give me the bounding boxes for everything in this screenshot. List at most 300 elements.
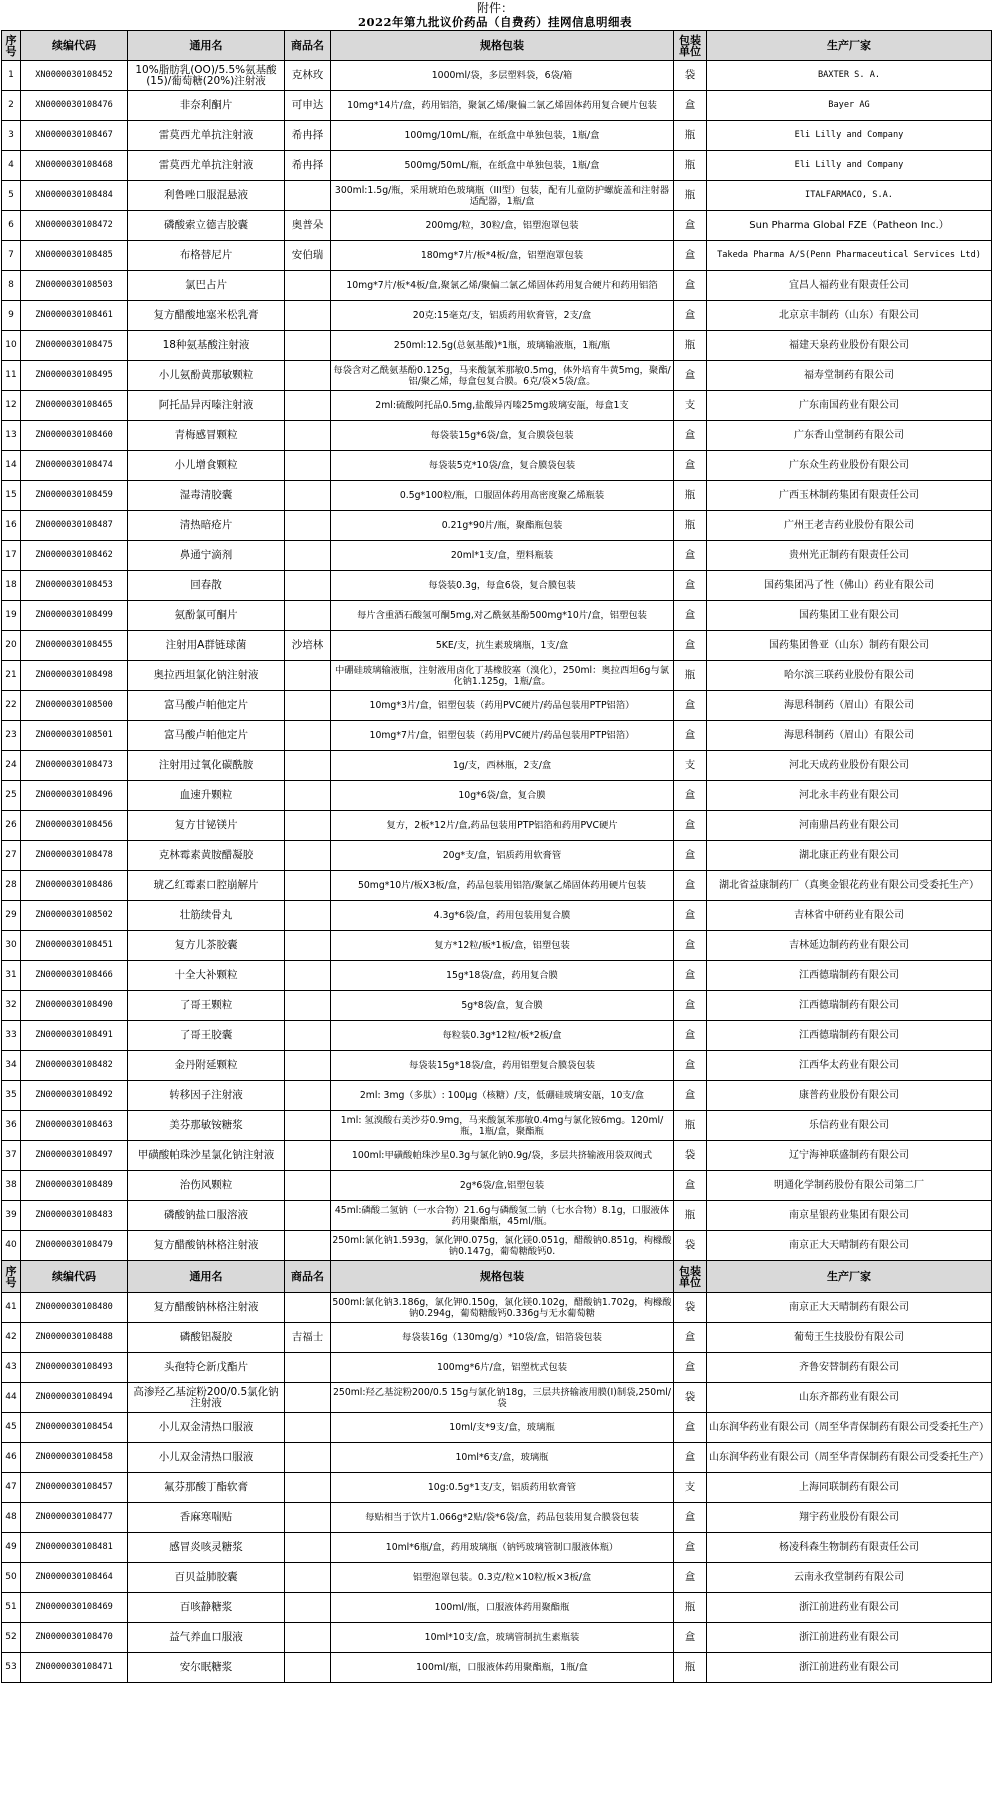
cell-code: ZN0000030108491 bbox=[21, 1021, 128, 1051]
cell-manufacturer: Bayer AG bbox=[707, 91, 992, 121]
cell-manufacturer: 福寿堂制药有限公司 bbox=[707, 361, 992, 391]
cell-generic-name: 安尔眠糖浆 bbox=[128, 1653, 285, 1683]
table-row bbox=[2, 1623, 992, 1653]
cell-unit: 袋 bbox=[674, 1383, 707, 1413]
cell-spec: 10g:0.5g*1支/支，铝质药用软膏管 bbox=[331, 1473, 674, 1503]
cell-generic-name: 10%脂肪乳(OO)/5.5%氨基酸(15)/葡萄糖(20%)注射液 bbox=[128, 61, 285, 91]
cell-unit: 盒 bbox=[674, 1081, 707, 1111]
cell-unit: 盒 bbox=[674, 1171, 707, 1201]
cell-index: 8 bbox=[2, 271, 21, 301]
cell-brand-name: 安伯瑞 bbox=[285, 241, 331, 271]
cell-manufacturer: 贵州光正制药有限责任公司 bbox=[707, 541, 992, 571]
cell-spec: 250ml:12.5g(总氨基酸)*1瓶，玻璃输液瓶，1瓶/瓶 bbox=[331, 331, 674, 361]
cell-brand-name bbox=[285, 301, 331, 331]
cell-generic-name: 香麻寒喘贴 bbox=[128, 1503, 285, 1533]
cell-unit: 盒 bbox=[674, 451, 707, 481]
cell-generic-name: 金丹附延颗粒 bbox=[128, 1051, 285, 1081]
cell-unit: 盒 bbox=[674, 1323, 707, 1353]
cell-brand-name bbox=[285, 1563, 331, 1593]
cell-spec: 10mg*7片/板*4板/盒,聚氯乙烯/聚偏二氯乙烯固体药用复合硬片和药用铝箔 bbox=[331, 271, 674, 301]
cell-generic-name: 甲磺酸帕珠沙星氯化钠注射液 bbox=[128, 1141, 285, 1171]
cell-unit: 盒 bbox=[674, 241, 707, 271]
cell-spec: 5g*8袋/盒，复合膜 bbox=[331, 991, 674, 1021]
table-row bbox=[2, 241, 992, 271]
table-header-row bbox=[2, 31, 992, 61]
cell-index: 38 bbox=[2, 1171, 21, 1201]
cell-manufacturer: 南京正大天晴制药有限公司 bbox=[707, 1293, 992, 1323]
cell-index: 31 bbox=[2, 961, 21, 991]
cell-code: ZN0000030108460 bbox=[21, 421, 128, 451]
cell-generic-name: 氨酚氯可酮片 bbox=[128, 601, 285, 631]
cell-code: ZN0000030108493 bbox=[21, 1353, 128, 1383]
cell-code: ZN0000030108451 bbox=[21, 931, 128, 961]
cell-index: 45 bbox=[2, 1413, 21, 1443]
cell-index: 52 bbox=[2, 1623, 21, 1653]
cell-generic-name: 百咳静糖浆 bbox=[128, 1593, 285, 1623]
cell-code: ZN0000030108492 bbox=[21, 1081, 128, 1111]
page-title: 2022年第九批议价药品（自费药）挂网信息明细表 bbox=[357, 15, 632, 29]
cell-manufacturer: 河北永丰药业有限公司 bbox=[707, 781, 992, 811]
cell-spec: 10g*6袋/盒，复合膜 bbox=[331, 781, 674, 811]
cell-brand-name bbox=[285, 1473, 331, 1503]
cell-index: 34 bbox=[2, 1051, 21, 1081]
cell-unit: 盒 bbox=[674, 571, 707, 601]
table-row bbox=[2, 1563, 992, 1593]
col-header-spec: 规格包装 bbox=[331, 31, 674, 61]
cell-generic-name: 克林霉素黄胺醋凝胶 bbox=[128, 841, 285, 871]
cell-generic-name: 利鲁唑口服混悬液 bbox=[128, 181, 285, 211]
cell-manufacturer: 辽宁海神联盛制药有限公司 bbox=[707, 1141, 992, 1171]
cell-unit: 盒 bbox=[674, 1503, 707, 1533]
col-header-code: 续编代码 bbox=[21, 1261, 128, 1293]
cell-code: ZN0000030108495 bbox=[21, 361, 128, 391]
cell-manufacturer: Eli Lilly and Company bbox=[707, 121, 992, 151]
table-row bbox=[2, 1201, 992, 1231]
cell-spec: 2g*6袋/盒,铝塑包装 bbox=[331, 1171, 674, 1201]
cell-generic-name: 了哥王胶囊 bbox=[128, 1021, 285, 1051]
cell-index: 4 bbox=[2, 151, 21, 181]
cell-brand-name bbox=[285, 871, 331, 901]
cell-unit: 袋 bbox=[674, 1293, 707, 1323]
table-row bbox=[2, 1021, 992, 1051]
cell-code: ZN0000030108497 bbox=[21, 1141, 128, 1171]
table-row bbox=[2, 811, 992, 841]
table-row bbox=[2, 1503, 992, 1533]
cell-brand-name bbox=[285, 811, 331, 841]
table-row bbox=[2, 781, 992, 811]
cell-brand-name: 沙培林 bbox=[285, 631, 331, 661]
cell-spec: 10ml*6支/盒，玻璃瓶 bbox=[331, 1443, 674, 1473]
table-header-repeat bbox=[2, 1261, 992, 1293]
cell-code: ZN0000030108465 bbox=[21, 391, 128, 421]
cell-index: 48 bbox=[2, 1503, 21, 1533]
cell-code: XN0000030108467 bbox=[21, 121, 128, 151]
cell-index: 28 bbox=[2, 871, 21, 901]
cell-code: ZN0000030108455 bbox=[21, 631, 128, 661]
cell-unit: 瓶 bbox=[674, 181, 707, 211]
cell-spec: 10ml*6瓶/盒，药用玻璃瓶（钠钙玻璃管制口服液体瓶） bbox=[331, 1533, 674, 1563]
cell-unit: 盒 bbox=[674, 811, 707, 841]
cell-manufacturer: 南京星银药业集团有限公司 bbox=[707, 1201, 992, 1231]
table-row bbox=[2, 391, 992, 421]
cell-code: ZN0000030108501 bbox=[21, 721, 128, 751]
cell-manufacturer: 福建天泉药业股份有限公司 bbox=[707, 331, 992, 361]
cell-manufacturer: 吉林延边制药药业有限公司 bbox=[707, 931, 992, 961]
table-row bbox=[2, 541, 992, 571]
cell-index: 51 bbox=[2, 1593, 21, 1623]
cell-index: 42 bbox=[2, 1323, 21, 1353]
table-body-part1 bbox=[2, 61, 992, 1261]
col-header-unit: 包装单位 bbox=[674, 31, 707, 61]
cell-generic-name: 十全大补颗粒 bbox=[128, 961, 285, 991]
cell-code: ZN0000030108487 bbox=[21, 511, 128, 541]
table-row bbox=[2, 91, 992, 121]
cell-manufacturer: 国药集团冯了性（佛山）药业有限公司 bbox=[707, 571, 992, 601]
cell-code: ZN0000030108464 bbox=[21, 1563, 128, 1593]
cell-unit: 盒 bbox=[674, 841, 707, 871]
table-row bbox=[2, 841, 992, 871]
cell-code: ZN0000030108462 bbox=[21, 541, 128, 571]
table-row bbox=[2, 1653, 992, 1683]
cell-brand-name bbox=[285, 1171, 331, 1201]
cell-manufacturer: 云南永孜堂制药有限公司 bbox=[707, 1563, 992, 1593]
cell-index: 36 bbox=[2, 1111, 21, 1141]
cell-code: ZN0000030108471 bbox=[21, 1653, 128, 1683]
cell-index: 35 bbox=[2, 1081, 21, 1111]
cell-code: ZN0000030108470 bbox=[21, 1623, 128, 1653]
cell-spec: 180mg*7片/板*4板/盒，铝塑泡罩包装 bbox=[331, 241, 674, 271]
cell-brand-name bbox=[285, 991, 331, 1021]
cell-brand-name: 希冉择 bbox=[285, 121, 331, 151]
cell-spec: 每粒装0.3g*12粒/板*2板/盒 bbox=[331, 1021, 674, 1051]
cell-code: ZN0000030108453 bbox=[21, 571, 128, 601]
cell-brand-name bbox=[285, 1623, 331, 1653]
cell-unit: 盒 bbox=[674, 1533, 707, 1563]
cell-index: 39 bbox=[2, 1201, 21, 1231]
cell-spec: 2ml: 3mg（多肽）: 100μg（核糖）/支，低硼硅玻璃安瓿，10支/盒 bbox=[331, 1081, 674, 1111]
cell-manufacturer: 康普药业股份有限公司 bbox=[707, 1081, 992, 1111]
table-row bbox=[2, 511, 992, 541]
cell-unit: 盒 bbox=[674, 631, 707, 661]
cell-code: ZN0000030108469 bbox=[21, 1593, 128, 1623]
cell-unit: 瓶 bbox=[674, 121, 707, 151]
cell-manufacturer: 山东润华药业有限公司（周至华青保制药有限公司受委托生产） bbox=[707, 1443, 992, 1473]
cell-brand-name bbox=[285, 1051, 331, 1081]
cell-spec: 每袋含对乙酰氨基酚0.125g，马来酸氯苯那敏0.5mg，体外培育牛黄5mg，聚酯/铝/聚乙烯，每盒包复合膜。6克/袋×5袋/盒。 bbox=[331, 361, 674, 391]
cell-index: 46 bbox=[2, 1443, 21, 1473]
cell-unit: 盒 bbox=[674, 361, 707, 391]
col-header-brand-name: 商品名 bbox=[285, 31, 331, 61]
cell-unit: 盒 bbox=[674, 691, 707, 721]
cell-brand-name bbox=[285, 1443, 331, 1473]
cell-index: 37 bbox=[2, 1141, 21, 1171]
cell-brand-name bbox=[285, 1021, 331, 1051]
cell-index: 43 bbox=[2, 1353, 21, 1383]
cell-spec: 500mg/50mL/瓶，在纸盒中单独包装，1瓶/盒 bbox=[331, 151, 674, 181]
cell-spec: 250ml:氯化钠1.593g，氯化钾0.075g，氯化镁0.051g，醋酸钠0.851g，枸橼酸钠0.147g，葡萄糖酸钙0. bbox=[331, 1231, 674, 1261]
table-row bbox=[2, 61, 992, 91]
cell-unit: 盒 bbox=[674, 1051, 707, 1081]
cell-unit: 瓶 bbox=[674, 1593, 707, 1623]
table-row bbox=[2, 1413, 992, 1443]
cell-generic-name: 回春散 bbox=[128, 571, 285, 601]
cell-brand-name bbox=[285, 1413, 331, 1443]
cell-unit: 盒 bbox=[674, 1021, 707, 1051]
cell-brand-name bbox=[285, 541, 331, 571]
table-row bbox=[2, 181, 992, 211]
cell-index: 47 bbox=[2, 1473, 21, 1503]
cell-index: 11 bbox=[2, 361, 21, 391]
cell-brand-name bbox=[285, 931, 331, 961]
cell-spec: 250ml:羟乙基淀粉200/0.5 15g与氯化钠18g，三层共挤输液用膜(I)制袋,250ml/袋 bbox=[331, 1383, 674, 1413]
cell-brand-name bbox=[285, 601, 331, 631]
table-row bbox=[2, 751, 992, 781]
cell-manufacturer: 河南鼎昌药业有限公司 bbox=[707, 811, 992, 841]
cell-brand-name bbox=[285, 421, 331, 451]
cell-brand-name bbox=[285, 1533, 331, 1563]
cell-code: ZN0000030108475 bbox=[21, 331, 128, 361]
table-row bbox=[2, 1051, 992, 1081]
cell-brand-name bbox=[285, 961, 331, 991]
cell-spec: 100ml/瓶，口服液体药用聚酯瓶 bbox=[331, 1593, 674, 1623]
cell-spec: 复方，2板*12片/盒,药品包装用PTP铝箔和药用PVC硬片 bbox=[331, 811, 674, 841]
cell-spec: 10ml/支*9支/盒，玻璃瓶 bbox=[331, 1413, 674, 1443]
table-row bbox=[2, 1593, 992, 1623]
cell-generic-name: 小儿增食颗粒 bbox=[128, 451, 285, 481]
cell-manufacturer: 广东香山堂制药有限公司 bbox=[707, 421, 992, 451]
cell-spec: 10mg*14片/盒，药用铝箔，聚氯乙烯/聚偏二氯乙烯固体药用复合硬片包装 bbox=[331, 91, 674, 121]
cell-index: 53 bbox=[2, 1653, 21, 1683]
cell-index: 30 bbox=[2, 931, 21, 961]
cell-code: ZN0000030108496 bbox=[21, 781, 128, 811]
cell-generic-name: 18种氨基酸注射液 bbox=[128, 331, 285, 361]
cell-brand-name: 奥普朵 bbox=[285, 211, 331, 241]
cell-generic-name: 复方醋酸钠林格注射液 bbox=[128, 1293, 285, 1323]
cell-manufacturer: 山东齐都药业有限公司 bbox=[707, 1383, 992, 1413]
col-header-manufacturer: 生产厂家 bbox=[707, 31, 992, 61]
col-header-index: 序号 bbox=[2, 1261, 21, 1293]
cell-code: XN0000030108452 bbox=[21, 61, 128, 91]
cell-code: ZN0000030108490 bbox=[21, 991, 128, 1021]
cell-manufacturer: 广东南国药业有限公司 bbox=[707, 391, 992, 421]
cell-index: 17 bbox=[2, 541, 21, 571]
cell-spec: 每片含重酒石酸氢可酮5mg,对乙酰氨基酚500mg*10片/盒，铝塑包装 bbox=[331, 601, 674, 631]
cell-spec: 45ml:磷酸二氢钠（一水合物）21.6g与磷酸氢二钠（七水合物）8.1g，口服液体药用聚酯瓶，45ml/瓶。 bbox=[331, 1201, 674, 1231]
cell-index: 24 bbox=[2, 751, 21, 781]
cell-unit: 盒 bbox=[674, 541, 707, 571]
cell-brand-name bbox=[285, 781, 331, 811]
cell-unit: 盒 bbox=[674, 991, 707, 1021]
cell-unit: 盒 bbox=[674, 271, 707, 301]
cell-generic-name: 清热暗疮片 bbox=[128, 511, 285, 541]
cell-spec: 中硼硅玻璃输液瓶，注射液用卤化丁基橡胶塞（溴化），250ml：奥拉西坦6g与氯化钠1.125g，1瓶/盒。 bbox=[331, 661, 674, 691]
table-row bbox=[2, 1533, 992, 1563]
cell-spec: 20ml*1支/盒，塑料瓶装 bbox=[331, 541, 674, 571]
cell-unit: 瓶 bbox=[674, 1111, 707, 1141]
cell-unit: 盒 bbox=[674, 871, 707, 901]
cell-unit: 盒 bbox=[674, 1413, 707, 1443]
cell-unit: 盒 bbox=[674, 301, 707, 331]
cell-spec: 10ml*10支/盒，玻璃管制抗生素瓶装 bbox=[331, 1623, 674, 1653]
cell-brand-name bbox=[285, 1353, 331, 1383]
cell-manufacturer: 翔宇药业股份有限公司 bbox=[707, 1503, 992, 1533]
cell-code: ZN0000030108489 bbox=[21, 1171, 128, 1201]
cell-unit: 盒 bbox=[674, 1443, 707, 1473]
cell-brand-name bbox=[285, 1141, 331, 1171]
cell-code: ZN0000030108456 bbox=[21, 811, 128, 841]
cell-generic-name: 小儿双金清热口服液 bbox=[128, 1443, 285, 1473]
cell-brand-name bbox=[285, 1111, 331, 1141]
cell-index: 21 bbox=[2, 661, 21, 691]
cell-index: 40 bbox=[2, 1231, 21, 1261]
col-header-spec: 规格包装 bbox=[331, 1261, 674, 1293]
table-row bbox=[2, 211, 992, 241]
cell-index: 25 bbox=[2, 781, 21, 811]
table-row bbox=[2, 481, 992, 511]
cell-generic-name: 感冒炎咳灵糖浆 bbox=[128, 1533, 285, 1563]
table-row bbox=[2, 1443, 992, 1473]
cell-manufacturer: 浙江前进药业有限公司 bbox=[707, 1593, 992, 1623]
cell-spec: 0.5g*100粒/瓶，口服固体药用高密度聚乙烯瓶装 bbox=[331, 481, 674, 511]
cell-unit: 袋 bbox=[674, 61, 707, 91]
cell-brand-name bbox=[285, 721, 331, 751]
table-row bbox=[2, 121, 992, 151]
cell-index: 22 bbox=[2, 691, 21, 721]
cell-unit: 盒 bbox=[674, 211, 707, 241]
cell-manufacturer: 国药集团工业有限公司 bbox=[707, 601, 992, 631]
cell-brand-name bbox=[285, 1293, 331, 1323]
cell-code: ZN0000030108500 bbox=[21, 691, 128, 721]
cell-code: ZN0000030108498 bbox=[21, 661, 128, 691]
cell-spec: 20克:15毫克/支，铝质药用软膏管，2支/盒 bbox=[331, 301, 674, 331]
cell-generic-name: 小儿氨酚黄那敏颗粒 bbox=[128, 361, 285, 391]
cell-index: 41 bbox=[2, 1293, 21, 1323]
cell-code: XN0000030108485 bbox=[21, 241, 128, 271]
cell-code: ZN0000030108474 bbox=[21, 451, 128, 481]
cell-spec: 10mg*3片/盒，铝塑包装（药用PVC硬片/药品包装用PTP铝箔） bbox=[331, 691, 674, 721]
document-page bbox=[0, 1, 990, 1683]
cell-manufacturer: Takeda Pharma A/S(Penn Pharmaceutical Services Ltd) bbox=[707, 241, 992, 271]
cell-spec: 5KE/支，抗生素玻璃瓶，1支/盒 bbox=[331, 631, 674, 661]
cell-manufacturer: Sun Pharma Global FZE（Patheon Inc.） bbox=[707, 211, 992, 241]
cell-generic-name: 磷酸索立德吉胶囊 bbox=[128, 211, 285, 241]
cell-code: ZN0000030108461 bbox=[21, 301, 128, 331]
cell-brand-name bbox=[285, 361, 331, 391]
cell-index: 1 bbox=[2, 61, 21, 91]
cell-unit: 盒 bbox=[674, 601, 707, 631]
cell-brand-name bbox=[285, 661, 331, 691]
cell-manufacturer: 山东润华药业有限公司（周至华青保制药有限公司受委托生产） bbox=[707, 1413, 992, 1443]
cell-generic-name: 益气养血口服液 bbox=[128, 1623, 285, 1653]
cell-generic-name: 阿托品异丙嗪注射液 bbox=[128, 391, 285, 421]
cell-generic-name: 注射用过氧化碳酰胺 bbox=[128, 751, 285, 781]
cell-code: ZN0000030108482 bbox=[21, 1051, 128, 1081]
cell-code: ZN0000030108454 bbox=[21, 1413, 128, 1443]
cell-spec: 300ml:1.5g/瓶，采用琥珀色玻璃瓶（III型）包装，配有儿童防护螺旋盖和注射器适配器，1瓶/盒 bbox=[331, 181, 674, 211]
cell-index: 3 bbox=[2, 121, 21, 151]
table-row bbox=[2, 151, 992, 181]
table-row bbox=[2, 1111, 992, 1141]
cell-generic-name: 鼻通宁滴剂 bbox=[128, 541, 285, 571]
cell-index: 44 bbox=[2, 1383, 21, 1413]
cell-generic-name: 了哥王颗粒 bbox=[128, 991, 285, 1021]
cell-generic-name: 百贝益肺胶囊 bbox=[128, 1563, 285, 1593]
cell-unit: 瓶 bbox=[674, 331, 707, 361]
cell-unit: 盒 bbox=[674, 1623, 707, 1653]
cell-generic-name: 复方醋酸钠林格注射液 bbox=[128, 1231, 285, 1261]
cell-code: XN0000030108484 bbox=[21, 181, 128, 211]
table-row bbox=[2, 271, 992, 301]
table-row bbox=[2, 961, 992, 991]
cell-generic-name: 富马酸卢帕他定片 bbox=[128, 721, 285, 751]
cell-index: 7 bbox=[2, 241, 21, 271]
cell-index: 27 bbox=[2, 841, 21, 871]
cell-spec: 0.21g*90片/瓶，聚酯瓶包装 bbox=[331, 511, 674, 541]
cell-manufacturer: 北京京丰制药（山东）有限公司 bbox=[707, 301, 992, 331]
cell-unit: 盒 bbox=[674, 931, 707, 961]
cell-generic-name: 非奈利酮片 bbox=[128, 91, 285, 121]
cell-manufacturer: 明通化学制药股份有限公司第二厂 bbox=[707, 1171, 992, 1201]
cell-manufacturer: 上海同联制药有限公司 bbox=[707, 1473, 992, 1503]
cell-code: ZN0000030108483 bbox=[21, 1201, 128, 1231]
cell-unit: 瓶 bbox=[674, 511, 707, 541]
cell-code: ZN0000030108457 bbox=[21, 1473, 128, 1503]
cell-brand-name bbox=[285, 901, 331, 931]
cell-unit: 袋 bbox=[674, 1231, 707, 1261]
cell-unit: 袋 bbox=[674, 1141, 707, 1171]
cell-code: ZN0000030108486 bbox=[21, 871, 128, 901]
table-row bbox=[2, 601, 992, 631]
cell-index: 14 bbox=[2, 451, 21, 481]
cell-unit: 支 bbox=[674, 751, 707, 781]
cell-unit: 盒 bbox=[674, 721, 707, 751]
cell-manufacturer: 葡萄王生技股份有限公司 bbox=[707, 1323, 992, 1353]
table-row bbox=[2, 631, 992, 661]
cell-manufacturer: 乐信药业有限公司 bbox=[707, 1111, 992, 1141]
cell-index: 10 bbox=[2, 331, 21, 361]
cell-brand-name bbox=[285, 1653, 331, 1683]
cell-spec: 100ml:甲磺酸帕珠沙星0.3g与氯化钠0.9g/袋，多层共挤输液用袋双阀式 bbox=[331, 1141, 674, 1171]
table-row bbox=[2, 901, 992, 931]
cell-unit: 盒 bbox=[674, 961, 707, 991]
table-header-row-repeat bbox=[2, 1261, 992, 1293]
table-row bbox=[2, 451, 992, 481]
cell-code: ZN0000030108477 bbox=[21, 1503, 128, 1533]
cell-manufacturer: 江西德瑞制药有限公司 bbox=[707, 1021, 992, 1051]
cell-manufacturer: BAXTER S. A. bbox=[707, 61, 992, 91]
cell-brand-name bbox=[285, 1383, 331, 1413]
cell-brand-name bbox=[285, 451, 331, 481]
table-row bbox=[2, 661, 992, 691]
cell-spec: 4.3g*6袋/盒，药用包装用复合膜 bbox=[331, 901, 674, 931]
cell-brand-name bbox=[285, 391, 331, 421]
cell-spec: 每袋装15g*6袋/盒，复合膜袋包装 bbox=[331, 421, 674, 451]
cell-spec: 2ml:硫酸阿托品0.5mg,盐酸异丙嗪25mg玻璃安瓿，每盒1支 bbox=[331, 391, 674, 421]
cell-code: XN0000030108468 bbox=[21, 151, 128, 181]
cell-unit: 盒 bbox=[674, 1353, 707, 1383]
cell-code: ZN0000030108494 bbox=[21, 1383, 128, 1413]
cell-generic-name: 转移因子注射液 bbox=[128, 1081, 285, 1111]
cell-manufacturer: 广西玉林制药集团有限责任公司 bbox=[707, 481, 992, 511]
cell-spec: 10mg*7片/盒，铝塑包装（药用PVC硬片/药品包装用PTP铝箔） bbox=[331, 721, 674, 751]
cell-unit: 瓶 bbox=[674, 151, 707, 181]
cell-spec: 100mg*6片/盒，铝塑枕式包装 bbox=[331, 1353, 674, 1383]
cell-brand-name bbox=[285, 481, 331, 511]
cell-spec: 每袋装15g*18袋/盒，药用铝塑复合膜袋包装 bbox=[331, 1051, 674, 1081]
cell-code: ZN0000030108466 bbox=[21, 961, 128, 991]
cell-index: 18 bbox=[2, 571, 21, 601]
table-row bbox=[2, 1293, 992, 1323]
